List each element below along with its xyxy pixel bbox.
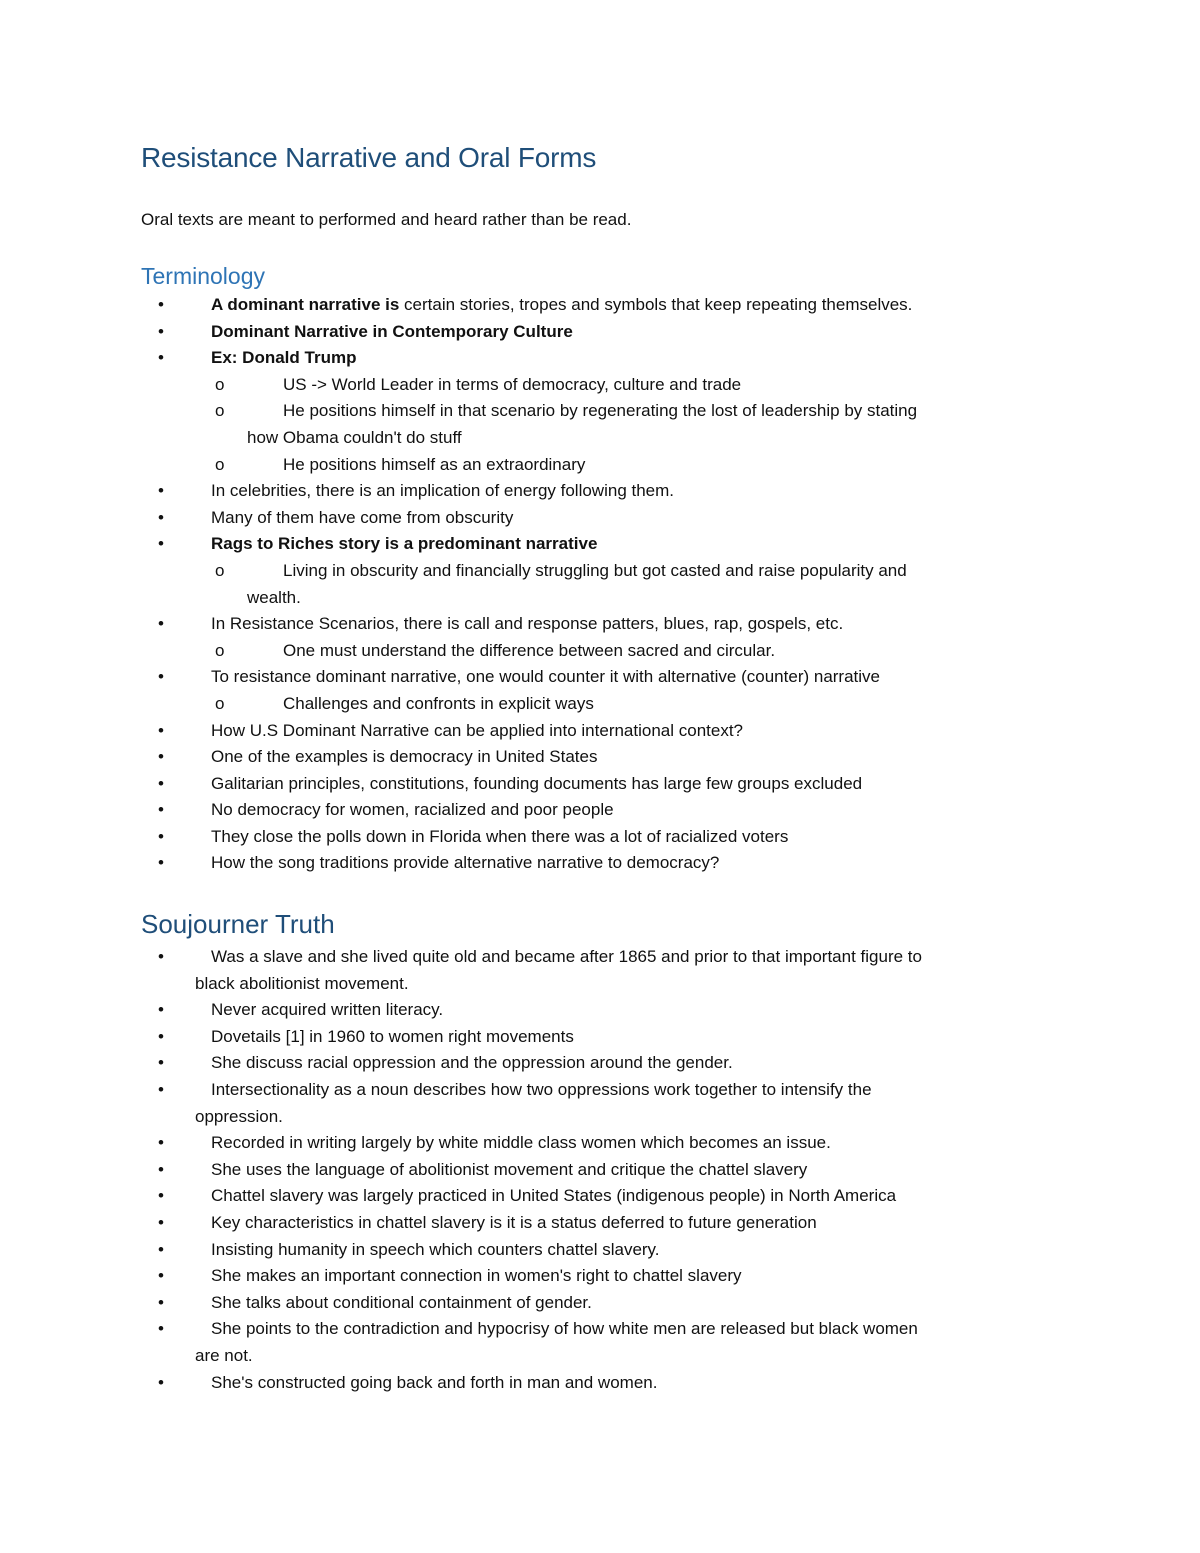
list-item: • Was a slave and she lived quite old and became after 1865 and prior to that important figure to: [0, 944, 1200, 971]
bullet-icon: •: [158, 1319, 164, 1339]
sub-list-item: o He positions himself in that scenario by regenerating the lost of leadership by stating: [0, 398, 1200, 425]
bullet-icon: •: [158, 1053, 164, 1073]
sub-list-item: o US -> World Leader in terms of democracy, culture and trade: [0, 372, 1200, 399]
bullet-icon: •: [158, 1266, 164, 1286]
sub-list-item: o Challenges and confronts in explicit ways: [0, 691, 1200, 718]
circle-bullet-icon: o: [215, 640, 225, 660]
list-item: • Ex: Donald Trump: [0, 345, 1200, 372]
sojourner-heading: Soujourner Truth: [141, 909, 335, 939]
bullet-icon: •: [158, 826, 164, 846]
bullet-icon: •: [158, 1079, 164, 1099]
document-title: Resistance Narrative and Oral Forms: [141, 142, 597, 173]
intro-paragraph: Oral texts are meant to performed and heard rather than be read.: [141, 210, 632, 229]
list-item: • She uses the language of abolitionist movement and critique the chattel slavery: [0, 1157, 1200, 1184]
list-item: • Many of them have come from obscurity: [0, 505, 1200, 532]
bullet-icon: •: [158, 321, 164, 341]
list-item: • In celebrities, there is an implication of energy following them.: [0, 478, 1200, 505]
list-item: • She talks about conditional containment of gender.: [0, 1290, 1200, 1317]
terminology-list: [0, 292, 1200, 877]
bullet-icon: •: [158, 1292, 164, 1312]
bullet-icon: •: [158, 853, 164, 873]
list-item: • She discuss racial oppression and the oppression around the gender.: [0, 1050, 1200, 1077]
list-item: • She makes an important connection in women's right to chattel slavery: [0, 1263, 1200, 1290]
bullet-icon: •: [158, 1239, 164, 1259]
bullet-icon: •: [158, 720, 164, 740]
bullet-icon: •: [158, 1212, 164, 1232]
list-item: • Recorded in writing largely by white middle class women which becomes an issue.: [0, 1130, 1200, 1157]
bullet-icon: •: [158, 348, 164, 368]
list-item: • Key characteristics in chattel slavery is it is a status deferred to future generation: [0, 1210, 1200, 1237]
sub-list-item-continuation: how Obama couldn't do stuff: [247, 427, 462, 447]
list-item: • Never acquired written literacy.: [0, 997, 1200, 1024]
list-item-continuation: are not.: [195, 1345, 253, 1365]
list-item-continuation: black abolitionist movement.: [195, 973, 409, 993]
list-item: • She's constructed going back and forth in man and women.: [0, 1370, 1200, 1397]
list-item: • Insisting humanity in speech which counters chattel slavery.: [0, 1237, 1200, 1264]
list-item: • How the song traditions provide alternative narrative to democracy?: [0, 850, 1200, 877]
list-item: • Dominant Narrative in Contemporary Culture: [0, 319, 1200, 346]
list-item: • In Resistance Scenarios, there is call and response patters, blues, rap, gospels, etc.: [0, 611, 1200, 638]
bullet-icon: •: [158, 614, 164, 634]
circle-bullet-icon: o: [215, 560, 225, 580]
list-item: • Galitarian principles, constitutions, founding documents has large few groups excluded: [0, 771, 1200, 798]
list-item: • Dovetails [1] in 1960 to women right movements: [0, 1024, 1200, 1051]
list-item: • Chattel slavery was largely practiced in United States (indigenous people) in North America: [0, 1183, 1200, 1210]
bullet-icon: •: [158, 1026, 164, 1046]
bullet-icon: •: [158, 1372, 164, 1392]
bullet-icon: •: [158, 534, 164, 554]
bullet-icon: •: [158, 773, 164, 793]
list-item: • Intersectionality as a noun describes how two oppressions work together to intensify the: [0, 1077, 1200, 1104]
bullet-icon: •: [158, 1133, 164, 1153]
circle-bullet-icon: o: [215, 401, 225, 421]
list-item: • Rags to Riches story is a predominant narrative: [0, 531, 1200, 558]
sub-list-item: o He positions himself as an extraordinary: [0, 452, 1200, 479]
sojourner-list: [0, 944, 1200, 1396]
sub-list-item: o One must understand the difference between sacred and circular.: [0, 638, 1200, 665]
list-item-continuation: oppression.: [195, 1106, 283, 1126]
sub-list-item-continuation: wealth.: [247, 587, 301, 607]
bullet-icon: •: [158, 947, 164, 966]
sub-list-item: o Living in obscurity and financially struggling but got casted and raise popularity and: [0, 558, 1200, 585]
list-item: • To resistance dominant narrative, one would counter it with alternative (counter) narrative: [0, 664, 1200, 691]
bullet-icon: •: [158, 507, 164, 527]
bullet-icon: •: [158, 747, 164, 767]
list-item: • They close the polls down in Florida when there was a lot of racialized voters: [0, 824, 1200, 851]
circle-bullet-icon: o: [215, 693, 225, 713]
list-item: • A dominant narrative is certain stories, tropes and symbols that keep repeating themselves.: [0, 292, 1200, 319]
terminology-heading: Terminology: [141, 263, 265, 289]
circle-bullet-icon: o: [215, 454, 225, 474]
bullet-icon: •: [158, 1000, 164, 1020]
bullet-icon: •: [158, 800, 164, 820]
bullet-icon: •: [158, 295, 164, 314]
bullet-icon: •: [158, 481, 164, 501]
circle-bullet-icon: o: [215, 374, 225, 394]
bullet-icon: •: [158, 1186, 164, 1206]
list-item: • One of the examples is democracy in United States: [0, 744, 1200, 771]
bullet-icon: •: [158, 1159, 164, 1179]
list-item: • How U.S Dominant Narrative can be applied into international context?: [0, 718, 1200, 745]
bullet-icon: •: [158, 667, 164, 687]
list-item: • She points to the contradiction and hypocrisy of how white men are released but black women: [0, 1316, 1200, 1343]
list-item: • No democracy for women, racialized and poor people: [0, 797, 1200, 824]
